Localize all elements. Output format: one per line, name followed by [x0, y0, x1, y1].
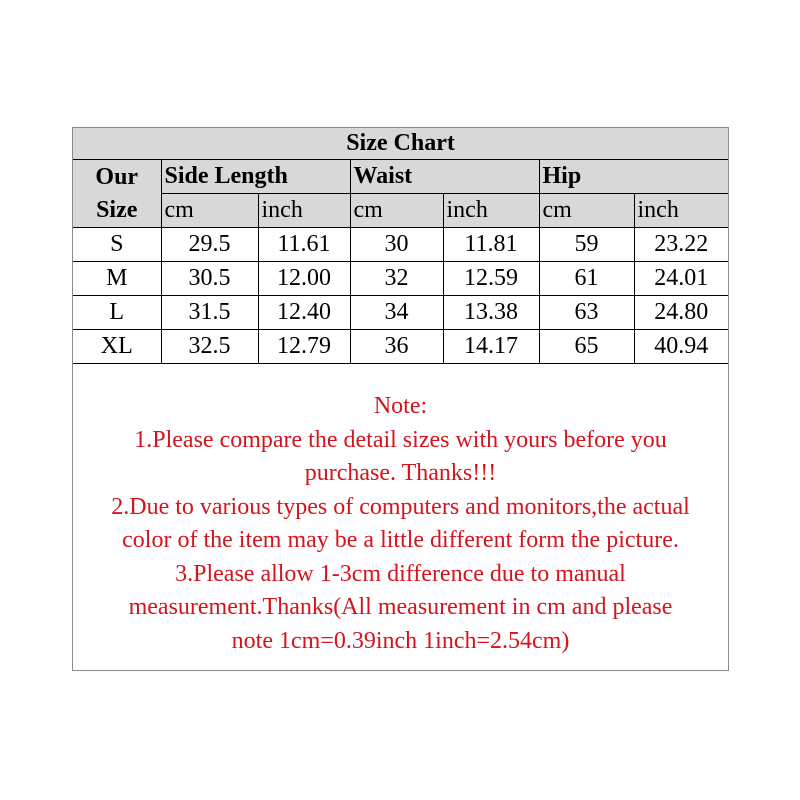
table-cell: 63 — [539, 296, 634, 330]
table-cell: 12.00 — [258, 262, 350, 296]
size-label: M — [73, 262, 161, 296]
unit-header: inch — [443, 194, 539, 228]
note-line: 3.Please allow 1-3cm difference due to manual — [175, 560, 626, 587]
notes-block — [73, 390, 728, 658]
table-cell: 31.5 — [161, 296, 258, 330]
table-cell: 24.01 — [634, 262, 728, 296]
unit-header: cm — [539, 194, 634, 228]
unit-header: inch — [634, 194, 728, 228]
table-cell: 12.40 — [258, 296, 350, 330]
side-length-header: Side Length — [161, 160, 350, 194]
table-cell: 40.94 — [634, 330, 728, 364]
waist-header: Waist — [350, 160, 539, 194]
table-cell: 12.59 — [443, 262, 539, 296]
table-cell: 29.5 — [161, 228, 258, 262]
group-header-row — [73, 160, 728, 194]
table-cell: 11.81 — [443, 228, 539, 262]
note-line: color of the item may be a little different form the picture. — [122, 527, 679, 553]
size-label: XL — [73, 330, 161, 364]
table-row — [73, 228, 728, 262]
size-label: L — [73, 296, 161, 330]
note-line: note 1cm=0.39inch 1inch=2.54cm) — [231, 627, 570, 654]
table-row — [73, 296, 728, 330]
table-title: Size Chart — [73, 128, 728, 160]
our-size-label-line2: Size — [96, 196, 138, 223]
table-cell: 61 — [539, 262, 634, 296]
table-cell: 36 — [350, 330, 443, 364]
table-cell: 30.5 — [161, 262, 258, 296]
table-row — [73, 262, 728, 296]
table-cell: 65 — [539, 330, 634, 364]
unit-header: inch — [258, 194, 350, 228]
table-cell: 34 — [350, 296, 443, 330]
table-cell: 14.17 — [443, 330, 539, 364]
hip-header: Hip — [539, 160, 728, 194]
note-line: 1.Please compare the detail sizes with yours before you — [134, 426, 667, 453]
size-chart-sheet — [72, 127, 729, 671]
table-cell: 12.79 — [258, 330, 350, 364]
size-label: S — [73, 228, 161, 262]
unit-header: cm — [161, 194, 258, 228]
table-cell: 24.80 — [634, 296, 728, 330]
table-cell: 11.61 — [258, 228, 350, 262]
table-cell: 30 — [350, 228, 443, 262]
note-line: measurement.Thanks(All measurement in cm and please — [128, 594, 673, 620]
table-cell: 32.5 — [161, 330, 258, 364]
our-size-header — [73, 160, 161, 228]
note-line: 2.Due to various types of computers and monitors,the actual — [111, 493, 690, 520]
table-cell: 23.22 — [634, 228, 728, 262]
note-heading: Note: — [373, 393, 428, 419]
table-row — [73, 330, 728, 364]
size-table — [73, 128, 728, 364]
table-cell: 32 — [350, 262, 443, 296]
unit-header: cm — [350, 194, 443, 228]
table-cell: 59 — [539, 228, 634, 262]
our-size-label-line1: Our — [95, 163, 139, 190]
title-row — [73, 128, 728, 160]
unit-header-row — [73, 194, 728, 228]
table-cell: 13.38 — [443, 296, 539, 330]
note-line: purchase. Thanks!!! — [304, 460, 497, 486]
